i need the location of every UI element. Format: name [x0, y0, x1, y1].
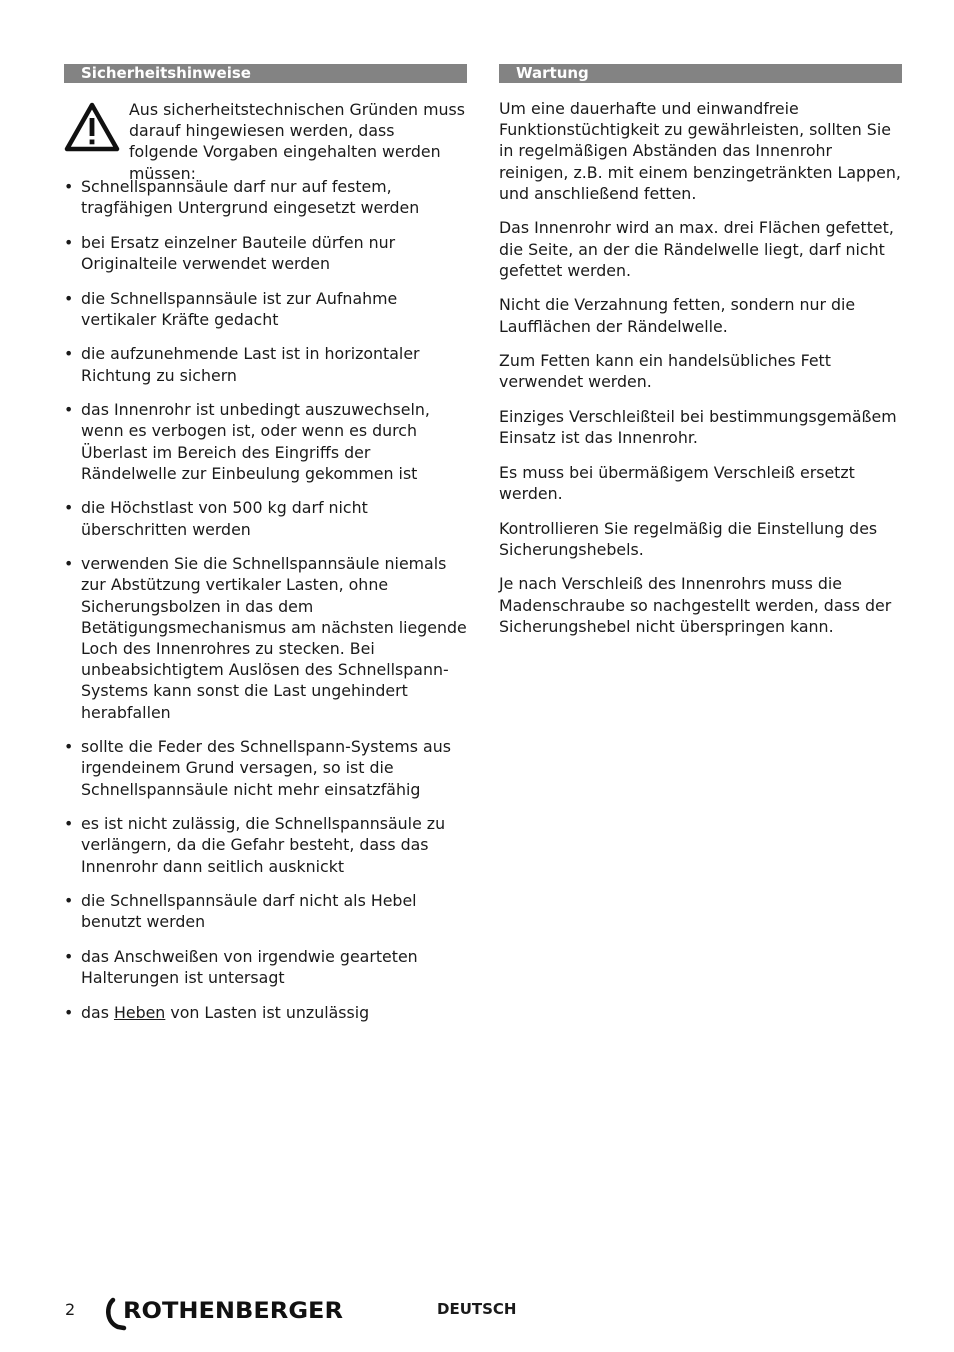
list-item: [64, 1002, 467, 1023]
bullet-marker: •: [64, 498, 74, 518]
paragraph: Kontrollieren Sie regelmäßig die Einstellung des Sicherungshebels.: [499, 518, 878, 559]
paragraph: Einziges Verschleißteil bei bestimmungsgemäßem Einsatz ist das Innenrohr.: [499, 407, 897, 448]
rothenberger-logo: [104, 1296, 349, 1332]
list-item-text: die Schnellspannsäule ist zur Aufnahme vertikaler Kräfte gedacht: [81, 288, 398, 329]
paragraph: Um eine dauerhafte und einwandfreie Funktionstüchtigkeit zu gewährleisten, sollten Sie in regelmäßigen Abständen das Innenrohr reinigen, z.B. mit einem benzingetränkten Lappen, und anschließend fetten.: [499, 99, 901, 203]
bullet-marker: •: [64, 947, 74, 966]
list-item-text: die Höchstlast von 500 kg darf nicht überschritten werden: [81, 498, 368, 539]
list-item: [64, 890, 467, 932]
list-item-text: bei Ersatz einzelner Bauteile dürfen nur Originalteile verwendet werden: [81, 232, 396, 273]
list-item-text: verwenden Sie die Schnellspannsäule niemals zur Abstützung vertikaler Lasten, ohne Sicherungsbolzen in das dem Betätigungsmechanismus am nächsten liegende Loch des Innenrohres zu stecken. Bei unbeabsichtigtem Auslösen des Schnellspann-Systems kann sonst die Last ungehindert herabfallen: [81, 554, 467, 722]
warning-block: [64, 99, 467, 183]
list-item-text: die aufzunehmende Last ist in horizontaler Richtung zu sichern: [81, 344, 420, 385]
list-item-text: das Anschweißen von irgendwie gearteten Halterungen ist untersagt: [81, 947, 418, 988]
language-label: DEUTSCH: [437, 1300, 517, 1318]
list-item: [64, 232, 467, 274]
bullet-marker: •: [64, 891, 74, 911]
list-item: [64, 736, 467, 800]
brand-wordmark: ROTHENBERGER: [123, 1299, 344, 1324]
paragraph: Je nach Verschleiß des Innenrohrs muss die Madenschraube so nachgestellt werden, dass der Sicherungshebel nicht überspringen kann.: [499, 574, 892, 636]
paragraph: Nicht die Verzahnung fetten, sondern nur die Laufflächen der Rändelwelle.: [499, 295, 856, 336]
list-item: [64, 343, 467, 385]
paragraph: Das Innenrohr wird an max. drei Flächen gefettet, die Seite, an der die Rändelwelle liegt, darf nicht gefettet werden.: [499, 218, 894, 280]
bullet-marker: •: [64, 814, 74, 834]
list-item-text: das Innenrohr ist unbedingt auszuwechseln, wenn es verbogen ist, oder wenn es durch Überlast im Bereich des Eingriffs der Rändelwelle zur Einbeulung gekommen ist: [81, 400, 430, 483]
bullet-marker: •: [64, 1002, 74, 1022]
page-number: 2: [65, 1300, 76, 1319]
list-item: [64, 497, 467, 539]
bullet-marker: •: [64, 177, 74, 196]
bullet-marker: •: [64, 232, 74, 252]
bullet-marker: •: [64, 400, 74, 420]
maintenance-heading: Wartung: [499, 64, 902, 83]
maintenance-body: [499, 98, 902, 637]
safety-column: [64, 64, 467, 1036]
bullet-marker: •: [64, 288, 74, 308]
list-item: [64, 288, 467, 330]
list-item: [64, 399, 467, 484]
list-item: [64, 813, 467, 877]
warning-triangle-icon: [64, 102, 120, 152]
list-item: [64, 946, 467, 988]
list-item-text-suffix: von Lasten ist unzulässig: [165, 1002, 370, 1022]
bullet-marker: •: [64, 344, 74, 364]
paragraph: Es muss bei übermäßigem Verschleiß ersetzt werden.: [499, 462, 855, 503]
bullet-marker: •: [64, 554, 74, 574]
list-item-text: Schnellspannsäule darf nur auf festem, tragfähigen Untergrund eingesetzt werden: [81, 177, 420, 218]
list-item: [64, 176, 467, 218]
list-item-text: sollte die Feder des Schnellspann-Systems aus irgendeinem Grund versagen, so ist die Schnellspannsäule nicht mehr einsatzfähig: [81, 737, 451, 799]
list-item-text: es ist nicht zulässig, die Schnellspannsäule zu verlängern, da die Gefahr besteht, dass das Innenrohr dann seitlich ausknickt: [81, 814, 446, 876]
list-item-text-prefix: das: [81, 1002, 114, 1022]
list-item: [64, 553, 467, 723]
underlined-word: Heben: [113, 1002, 166, 1022]
warning-text: Aus sicherheitstechnischen Gründen muss darauf hingewiesen werden, dass folgende Vorgaben eingehalten werden müssen:: [129, 100, 465, 183]
list-item-text: die Schnellspannsäule darf nicht als Hebel benutzt werden: [81, 891, 417, 932]
safety-heading: Sicherheitshinweise: [64, 64, 467, 83]
safety-list: [64, 176, 467, 1023]
maintenance-column: [499, 64, 902, 650]
bullet-marker: •: [64, 737, 74, 757]
page-footer: [0, 1296, 954, 1336]
paragraph: Zum Fetten kann ein handelsübliches Fett verwendet werden.: [499, 351, 831, 392]
